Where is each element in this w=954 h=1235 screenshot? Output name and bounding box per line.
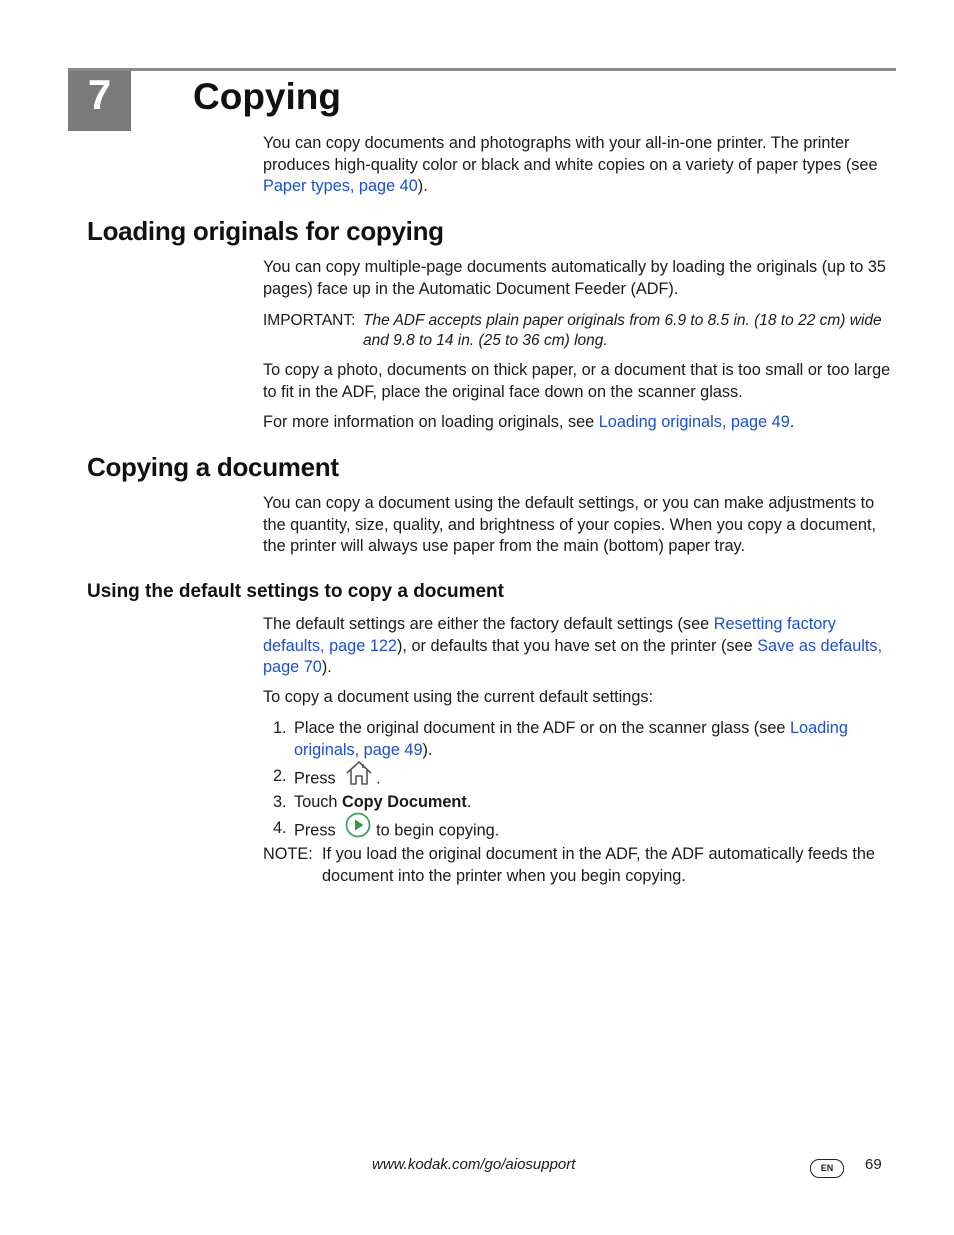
step-number: 3. [273, 793, 287, 811]
step-number: 1. [273, 719, 287, 737]
intro-text-end: ). [417, 177, 428, 195]
loading-paragraph-2: To copy a photo, documents on thick paper, or a document that is too small or too large to fit in the ADF, place the original face down on the scanner glass. [263, 361, 891, 401]
note-label: NOTE: [263, 845, 313, 863]
intro-paragraph [263, 133, 899, 198]
loading-originals-link[interactable]: Loading originals, page 49 [598, 413, 790, 431]
copying-paragraph: You can copy a document using the default settings, or you can make adjustments to the quantity, size, quality, and brightness of your copies. When you copy a document, the printer will always use paper from the main (bottom) paper tray. [263, 494, 877, 555]
important-callout [263, 311, 903, 350]
step-text [294, 718, 894, 761]
step-text [294, 766, 894, 793]
step-2-end: . [376, 769, 381, 788]
copying-heading: Copying a document [87, 452, 339, 482]
step-1-text: Place the original document in the ADF or on the scanner glass (see [294, 719, 790, 737]
defaults-p1-c: ). [321, 658, 332, 676]
step-number: 4. [273, 819, 287, 837]
step-number: 2. [273, 767, 287, 785]
paper-types-link[interactable]: Paper types, page 40 [263, 177, 418, 195]
step-3 [273, 792, 899, 814]
loading-originals-link-2[interactable]: Loading originals, page 49 [294, 719, 848, 759]
step-text [294, 792, 894, 814]
defaults-p1-b: ), or defaults that you have set on the printer (see [396, 636, 758, 655]
copy-document-label: Copy Document [341, 793, 467, 811]
page-number: 69 [865, 1156, 882, 1173]
step-4-end: to begin copying. [376, 821, 500, 840]
resetting-defaults-link[interactable]: Resetting factory defaults, page 122 [263, 615, 836, 655]
chapter-number: 7 [68, 71, 131, 131]
loading-paragraph-1: You can copy multiple-page documents automatically by loading the originals (up to 35 pages) face up in the Automatic Document Feeder (ADF). [263, 258, 886, 298]
save-as-defaults-link[interactable]: Save as defaults, page 70 [263, 636, 883, 676]
language-badge: EN [810, 1159, 844, 1178]
important-text: The ADF accepts plain paper originals from 6.9 to 8.5 in. (18 to 22 cm) wide and 9.8 to 14 in. (25 to 36 cm) long. [363, 312, 882, 349]
step-1 [273, 718, 899, 761]
home-icon [344, 760, 374, 793]
step-2-text: Press [294, 769, 336, 788]
step-4 [273, 818, 899, 845]
start-icon [344, 812, 372, 845]
defaults-p1-a: The default settings are either the factory default settings (see [263, 615, 714, 633]
step-1-end: ). [422, 740, 433, 759]
step-2 [273, 766, 899, 793]
step-text [294, 818, 894, 845]
defaults-paragraph-2: To copy a document using the current default settings: [263, 688, 654, 706]
defaults-paragraph-1 [263, 614, 899, 679]
loading-p3-text: For more information on loading originals, see [263, 413, 599, 431]
note-callout [263, 844, 899, 887]
step-4-text: Press [294, 821, 336, 840]
intro-text: You can copy documents and photographs with your all-in-one printer. The printer produces high-quality color or black and white copies on a variety of paper types (see [263, 134, 878, 174]
chapter-title: Copying [193, 76, 341, 117]
loading-heading: Loading originals for copying [87, 216, 444, 246]
chapter-rule [68, 68, 896, 71]
step-3-text: Touch [294, 793, 342, 811]
defaults-heading: Using the default settings to copy a document [87, 581, 504, 602]
loading-paragraph-3 [263, 412, 899, 434]
footer-url[interactable]: www.kodak.com/go/aiosupport [372, 1156, 576, 1173]
important-label: IMPORTANT: [263, 312, 356, 329]
note-text: If you load the original document in the ADF, the ADF automatically feeds the document into the printer when you begin copying. [322, 845, 875, 885]
loading-p3-end: . [789, 413, 795, 431]
step-3-end: . [466, 793, 472, 811]
